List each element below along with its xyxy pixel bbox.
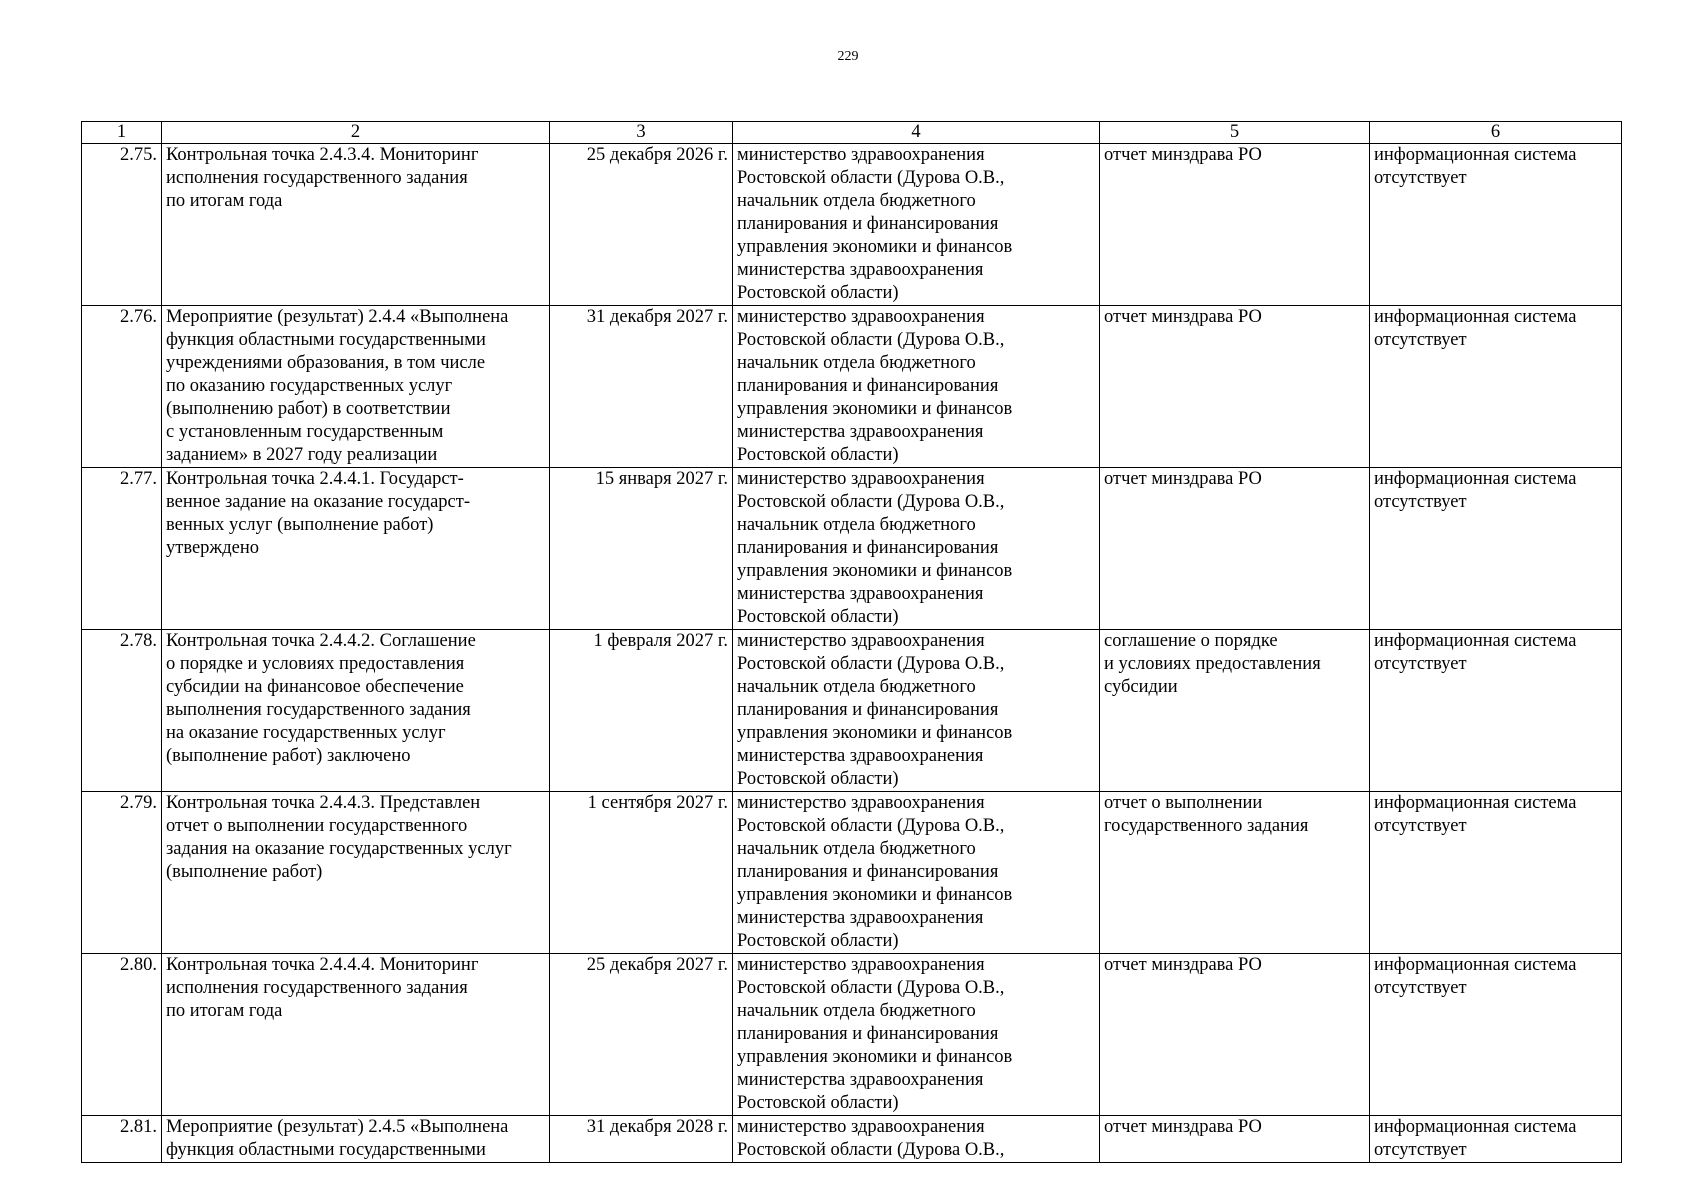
row-responsible-text: министерство здравоохранения Ростовской области (Дурова О.В., начальник отдела бюджетного планирования и финансирования управления экономики и финансов министерства здравоохранения Ростовской области) (737, 307, 1013, 465)
row-date: 31 декабря 2027 г. (550, 306, 733, 468)
row-number: 2.75. (82, 144, 162, 306)
row-name-text: Контрольная точка 2.4.4.2. Соглашение о порядке и условиях предоставления субсидии на финансовое обеспечение выполнения государственного задания на оказание государственных услуг (выполнение работ) заключено (166, 631, 476, 766)
row-document (1100, 954, 1370, 1116)
row-responsible-text: министерство здравоохранения Ростовской области (Дурова О.В., начальник отдела бюджетного планирования и финансирования управления экономики и финансов министерства здравоохранения Ростовской области) (737, 955, 1013, 1113)
row-number: 2.81. (82, 1116, 162, 1163)
row-system-text: информационная система отсутствует (1374, 631, 1577, 674)
row-name (162, 630, 550, 792)
row-name (162, 1116, 550, 1163)
table-row (82, 954, 1622, 1116)
row-document (1100, 306, 1370, 468)
row-name-text: Контрольная точка 2.4.4.4. Мониторинг исполнения государственного задания по итогам года (166, 955, 479, 1021)
row-document-text: отчет минздрава РО (1104, 307, 1262, 327)
column-header-4: 4 (733, 122, 1100, 144)
table-row (82, 792, 1622, 954)
row-system (1370, 144, 1622, 306)
table-header (82, 122, 1622, 144)
row-responsible (733, 306, 1100, 468)
row-name (162, 792, 550, 954)
row-system-text: информационная система отсутствует (1374, 469, 1577, 512)
column-header-3: 3 (550, 122, 733, 144)
row-name (162, 468, 550, 630)
row-document-text: отчет минздрава РО (1104, 145, 1262, 165)
row-document-text: отчет минздрава РО (1104, 955, 1262, 975)
table-row (82, 630, 1622, 792)
table-row (82, 1116, 1622, 1163)
column-header-1: 1 (82, 122, 162, 144)
row-number: 2.80. (82, 954, 162, 1116)
row-responsible (733, 954, 1100, 1116)
row-system-text: информационная система отсутствует (1374, 1117, 1577, 1160)
row-responsible (733, 144, 1100, 306)
row-name-text: Мероприятие (результат) 2.4.5 «Выполнена функция областными государственными (166, 1117, 509, 1160)
row-system-text: информационная система отсутствует (1374, 793, 1577, 836)
row-system (1370, 630, 1622, 792)
row-responsible-text: министерство здравоохранения Ростовской области (Дурова О.В., (737, 1117, 1005, 1160)
column-header-5: 5 (1100, 122, 1370, 144)
row-name-text: Контрольная точка 2.4.4.3. Представлен отчет о выполнении государственного задания на оказание государственных услуг (выполнение работ) (166, 793, 512, 882)
row-system (1370, 306, 1622, 468)
row-name-text: Контрольная точка 2.4.4.1. Государст- венное задание на оказание государст- венных услуг (выполнение работ) утверждено (166, 469, 471, 558)
row-number: 2.76. (82, 306, 162, 468)
row-responsible-text: министерство здравоохранения Ростовской области (Дурова О.В., начальник отдела бюджетного планирования и финансирования управления экономики и финансов министерства здравоохранения Ростовской области) (737, 145, 1013, 303)
plan-table (81, 121, 1622, 1163)
row-number: 2.77. (82, 468, 162, 630)
row-system-text: информационная система отсутствует (1374, 955, 1577, 998)
row-system-text: информационная система отсутствует (1374, 307, 1577, 350)
row-date: 15 января 2027 г. (550, 468, 733, 630)
header-row (82, 122, 1622, 144)
row-name-text: Мероприятие (результат) 2.4.4 «Выполнена функция областными государственными учреждениями образования, в том числе по оказанию государственных услуг (выполнению работ) в соответствии с установленным государственным заданием» в 2027 году реализации (166, 307, 509, 465)
row-system (1370, 954, 1622, 1116)
column-header-6: 6 (1370, 122, 1622, 144)
row-number: 2.79. (82, 792, 162, 954)
row-date: 25 декабря 2026 г. (550, 144, 733, 306)
row-document-text: соглашение о порядке и условиях предоставления субсидии (1104, 631, 1321, 697)
table-row (82, 306, 1622, 468)
row-responsible (733, 792, 1100, 954)
table-row (82, 468, 1622, 630)
row-system-text: информационная система отсутствует (1374, 145, 1577, 188)
row-system (1370, 1116, 1622, 1163)
row-responsible (733, 1116, 1100, 1163)
row-document (1100, 792, 1370, 954)
page-number: 229 (837, 49, 859, 64)
row-responsible-text: министерство здравоохранения Ростовской области (Дурова О.В., начальник отдела бюджетного планирования и финансирования управления экономики и финансов министерства здравоохранения Ростовской области) (737, 793, 1013, 951)
row-system (1370, 792, 1622, 954)
row-date: 31 декабря 2028 г. (550, 1116, 733, 1163)
row-name (162, 954, 550, 1116)
row-name (162, 144, 550, 306)
row-document (1100, 1116, 1370, 1163)
table-row (82, 144, 1622, 306)
row-responsible-text: министерство здравоохранения Ростовской области (Дурова О.В., начальник отдела бюджетного планирования и финансирования управления экономики и финансов министерства здравоохранения Ростовской области) (737, 469, 1013, 627)
row-responsible (733, 630, 1100, 792)
column-header-2: 2 (162, 122, 550, 144)
row-system (1370, 468, 1622, 630)
row-number: 2.78. (82, 630, 162, 792)
row-date: 1 февраля 2027 г. (550, 630, 733, 792)
row-name (162, 306, 550, 468)
row-document-text: отчет о выполнении государственного задания (1104, 793, 1309, 836)
row-document (1100, 468, 1370, 630)
row-responsible-text: министерство здравоохранения Ростовской области (Дурова О.В., начальник отдела бюджетного планирования и финансирования управления экономики и финансов министерства здравоохранения Ростовской области) (737, 631, 1013, 789)
row-date: 25 декабря 2027 г. (550, 954, 733, 1116)
row-document (1100, 630, 1370, 792)
row-responsible (733, 468, 1100, 630)
row-document-text: отчет минздрава РО (1104, 469, 1262, 489)
row-document (1100, 144, 1370, 306)
table-body (82, 144, 1622, 1163)
row-date: 1 сентября 2027 г. (550, 792, 733, 954)
row-name-text: Контрольная точка 2.4.3.4. Мониторинг исполнения государственного задания по итогам года (166, 145, 479, 211)
row-document-text: отчет минздрава РО (1104, 1117, 1262, 1137)
